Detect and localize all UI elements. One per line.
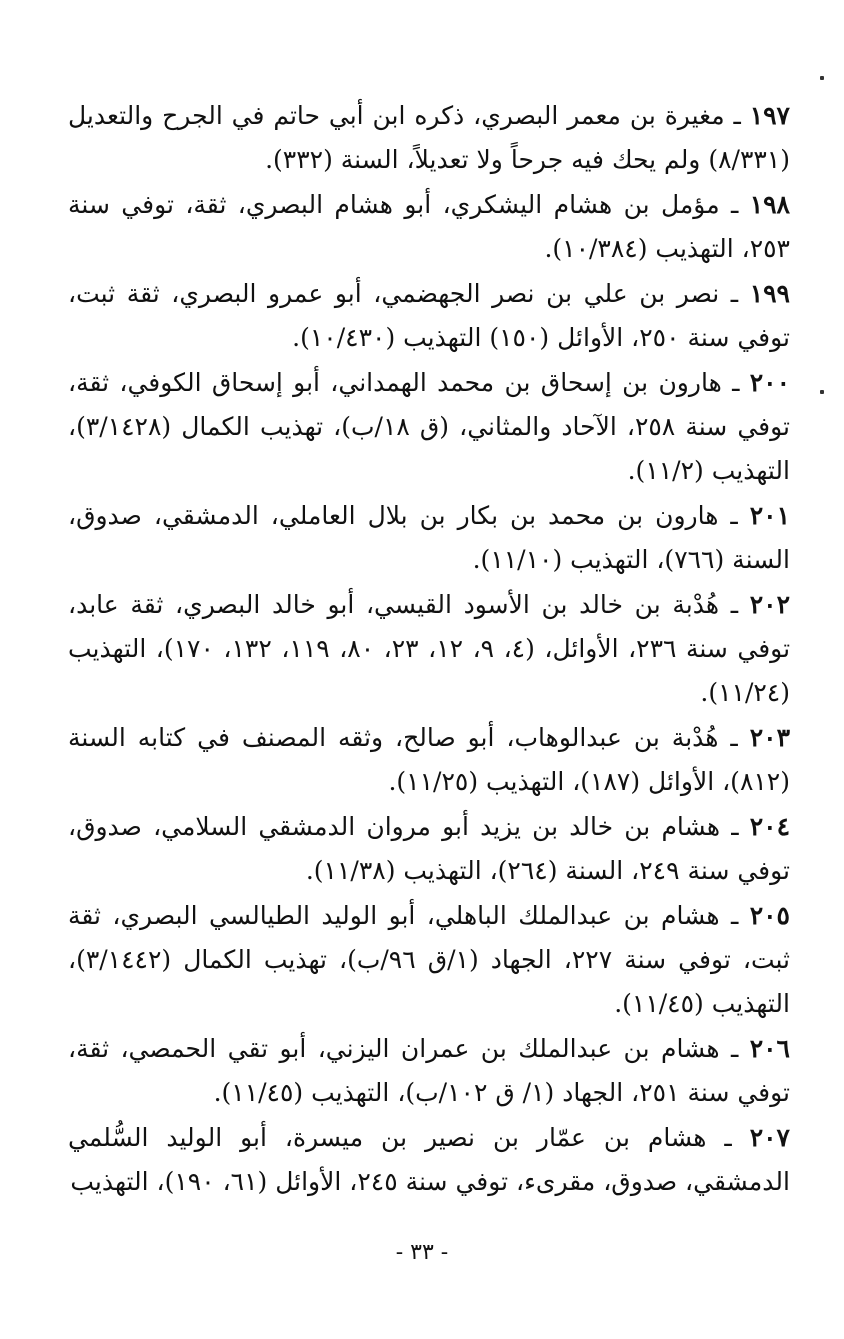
entry-number: ٢٠٠ [749,368,791,397]
entry-197: ١٩٧ ـ مغيرة بن معمر البصري، ذكره ابن أبي حاتم في الجرح والتعديل (٨/٣٣١) ولم يحك فيه جرحاً ولا تعديلاً، السنة (٣٣٢). [68,101,790,174]
entry-number: ٢٠٣ [749,723,791,752]
entry-199: ١٩٩ ـ نصر بن علي بن نصر الجهضمي، أبو عمرو البصري، ثقة ثبت، توفي سنة ٢٥٠، الأوائل (١٥٠) التهذيب (١٠/٤٣٠). [68,279,790,352]
entry-text: هشام بن عمّار بن نصير بن ميسرة، أبو الوليد السُّلمي الدمشقي، صدوق، مقرىء، توفي سنة ٢٤٥، الأوائل (٦١، ١٩٠)، التهذيب [68,1123,790,1196]
entry-text: هارون بن إسحاق بن محمد الهمداني، أبو إسحاق الكوفي، ثقة، توفي سنة ٢٥٨، الآحاد والمثاني، (ق ١٨/ب)، تهذيب الكمال (٣/١٤٢٨)، التهذيب (١١/٢). [68,368,790,485]
entry-text: هشام بن عبدالملك بن عمران اليزني، أبو تقي الحمصي، ثقة، توفي سنة ٢٥١، الجهاد (١/ ق ١٠٢/ب)، التهذيب (١١/٤٥). [68,1034,790,1107]
entry-text: هُدْبة بن خالد بن الأسود القيسي، أبو خالد البصري، ثقة عابد، توفي سنة ٢٣٦، الأوائل، (٤، ٩، ١٢، ٢٣، ٨٠، ١١٩، ١٣٢، ١٧٠)، التهذيب (١١/٢٤). [68,590,791,707]
entry-text: هُدْبة بن عبدالوهاب، أبو صالح، وثقه المصنف في كتابه السنة (٨١٢)، الأوائل (١٨٧)، التهذيب (١١/٢٥). [68,723,790,796]
entry-200: ٢٠٠ ـ هارون بن إسحاق بن محمد الهمداني، أبو إسحاق الكوفي، ثقة، توفي سنة ٢٥٨، الآحاد والمثاني، (ق ١٨/ب)، تهذيب الكمال (٣/١٤٢٨)، التهذيب (١١/٢). [68,368,791,485]
page-number: - ٣٣ - [395,1240,449,1265]
entry-text: هشام بن عبدالملك الباهلي، أبو الوليد الطيالسي البصري، ثقة ثبت، توفي سنة ٢٢٧، الجهاد (١/ق ٩٦/ب)، تهذيب الكمال (٣/١٤٤٢)، التهذيب (١١/٤٥). [68,901,790,1018]
entry-number: ٢٠٥ [749,901,790,930]
entry-text: مؤمل بن هشام اليشكري، أبو هشام البصري، ثقة، توفي سنة ٢٥٣، التهذيب (١٠/٣٨٤). [68,190,790,263]
biography-entries [68,94,790,1205]
entry-number: ١٩٩ [749,279,790,308]
entry-206: ٢٠٦ ـ هشام بن عبدالملك بن عمران اليزني، أبو تقي الحمصي، ثقة، توفي سنة ٢٥١، الجهاد (١/ ق ١٠٢/ب)، التهذيب (١١/٤٥). [68,1034,790,1107]
entry-text: نصر بن علي بن نصر الجهضمي، أبو عمرو البصري، ثقة ثبت، توفي سنة ٢٥٠، الأوائل (١٥٠) التهذيب (١٠/٤٣٠). [68,279,790,352]
entry-207: ٢٠٧ ـ هشام بن عمّار بن نصير بن ميسرة، أبو الوليد السُّلمي الدمشقي، صدوق، مقرىء، توفي سنة ٢٤٥، الأوائل (٦١، ١٩٠)، التهذيب [68,1123,790,1196]
entry-number: ٢٠٢ [749,590,791,619]
entry-number: ٢٠٦ [749,1034,790,1063]
entry-number: ١٩٨ [749,190,790,219]
entry-204: ٢٠٤ ـ هشام بن خالد بن يزيد أبو مروان الدمشقي السلامي، صدوق، توفي سنة ٢٤٩، السنة (٢٦٤)، التهذيب (١١/٣٨). [68,812,791,885]
entry-202: ٢٠٢ ـ هُدْبة بن خالد بن الأسود القيسي، أبو خالد البصري، ثقة عابد، توفي سنة ٢٣٦، الأوائل، (٤، ٩، ١٢، ٢٣، ٨٠، ١١٩، ١٣٢، ١٧٠)، التهذيب (١١/٢٤). [68,590,791,707]
entry-205: ٢٠٥ ـ هشام بن عبدالملك الباهلي، أبو الوليد الطيالسي البصري، ثقة ثبت، توفي سنة ٢٢٧، الجهاد (١/ق ٩٦/ب)، تهذيب الكمال (٣/١٤٤٢)، التهذيب (١١/٤٥). [68,901,790,1018]
entry-number: ٢٠٧ [749,1123,790,1152]
entry-198: ١٩٨ ـ مؤمل بن هشام اليشكري، أبو هشام البصري، ثقة، توفي سنة ٢٥٣، التهذيب (١٠/٣٨٤). [68,190,790,263]
entry-text: هارون بن محمد بن بكار بن بلال العاملي، الدمشقي، صدوق، السنة (٧٦٦)، التهذيب (١١/١٠). [68,501,790,574]
entry-201: ٢٠١ ـ هارون بن محمد بن بكار بن بلال العاملي، الدمشقي، صدوق، السنة (٧٦٦)، التهذيب (١١/١٠). [68,501,791,574]
entry-number: ١٩٧ [749,101,790,130]
entry-text: مغيرة بن معمر البصري، ذكره ابن أبي حاتم في الجرح والتعديل (٨/٣٣١) ولم يحك فيه جرحاً ولا تعديلاً، السنة (٣٣٢). [68,101,790,174]
entry-203: ٢٠٣ ـ هُدْبة بن عبدالوهاب، أبو صالح، وثقه المصنف في كتابه السنة (٨١٢)، الأوائل (١٨٧)، التهذيب (١١/٢٥). [68,723,791,796]
entry-text: هشام بن خالد بن يزيد أبو مروان الدمشقي السلامي، صدوق، توفي سنة ٢٤٩، السنة (٢٦٤)، التهذيب (١١/٣٨). [68,812,790,885]
entry-number: ٢٠٤ [749,812,791,841]
margin-dot [820,76,824,80]
margin-dot [820,390,824,394]
entry-number: ٢٠١ [749,501,791,530]
